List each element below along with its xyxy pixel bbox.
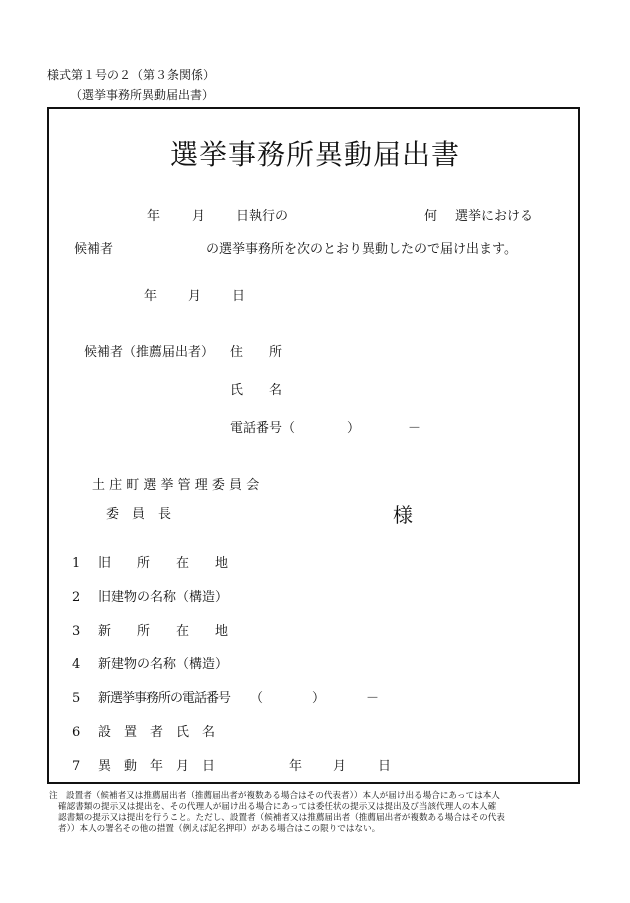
- applicant-label: 候補者（推薦届出者）: [84, 345, 215, 360]
- committee-chair: 委 員 長: [106, 507, 172, 522]
- item-number: 2: [72, 590, 81, 605]
- item-year: 年: [289, 759, 303, 774]
- item-label: 異 動 年 月 日: [98, 759, 216, 774]
- phone-label: 電話番号（: [230, 421, 296, 436]
- note-line: 設置者（候補者又は推薦届出者（推薦届出者が複数ある場合はその代表者））本人が届け出る場合にあっては本人: [66, 791, 500, 801]
- election-day-executed: 日執行の: [236, 209, 289, 224]
- document-title: 選挙事務所異動届出書: [169, 138, 460, 171]
- note-marker: 注: [49, 791, 58, 801]
- item-dash: －: [366, 691, 380, 706]
- election-what: 何: [424, 209, 438, 224]
- name-label: 氏 名: [230, 383, 283, 398]
- date-year: 年: [144, 289, 158, 304]
- honorific: 様: [393, 503, 413, 527]
- item-month: 月: [333, 759, 347, 774]
- note-line: 認書類の提示又は提出を行うこと。ただし、設置者（候補者又は推薦届出者（推薦届出者が複数ある場合はその代表: [58, 813, 505, 823]
- date-month: 月: [188, 289, 202, 304]
- candidate-label: 候補者: [74, 242, 114, 257]
- note-line: 者））本人の署名その他の措置（例えば記名押印）がある場合はこの限りではない。: [58, 824, 381, 834]
- form-name: （選挙事務所異動届出書）: [70, 88, 215, 102]
- election-year: 年: [147, 209, 161, 224]
- election-month: 月: [192, 209, 206, 224]
- item-label: 新 所 在 地: [98, 624, 229, 639]
- item-label: 設 置 者 氏 名: [98, 725, 216, 740]
- item-number: 6: [72, 725, 81, 740]
- election-in: 選挙における: [455, 209, 534, 224]
- item-number: 4: [72, 657, 81, 672]
- item-number: 3: [72, 624, 81, 639]
- item-label: 新選挙事務所の電話番号: [98, 691, 231, 706]
- item-number: 7: [72, 759, 81, 774]
- phone-dash: －: [408, 421, 422, 436]
- item-paren-close: ）: [312, 691, 326, 706]
- note-line: 確認書類の提示又は提出を、その代理人が届け出る場合にあっては委任状の提示又は提出及び当該代理人の本人確: [58, 802, 497, 812]
- item-number: 5: [72, 691, 81, 706]
- item-label: 旧建物の名称（構造）: [98, 590, 229, 605]
- item-number: 1: [72, 556, 81, 571]
- date-day: 日: [232, 289, 246, 304]
- form-number: 様式第１号の２（第３条関係）: [47, 68, 216, 82]
- item-day: 日: [378, 759, 392, 774]
- phone-close: ）: [347, 421, 361, 436]
- address-label: 住 所: [230, 345, 283, 360]
- item-paren-open: （: [250, 691, 264, 706]
- committee-name: 土 庄 町 選 挙 管 理 委 員 会: [92, 478, 260, 493]
- item-label: 旧 所 在 地: [98, 556, 229, 571]
- item-label: 新建物の名称（構造）: [98, 657, 229, 672]
- statement-text: の選挙事務所を次のとおり異動したので届け出ます。: [206, 242, 517, 257]
